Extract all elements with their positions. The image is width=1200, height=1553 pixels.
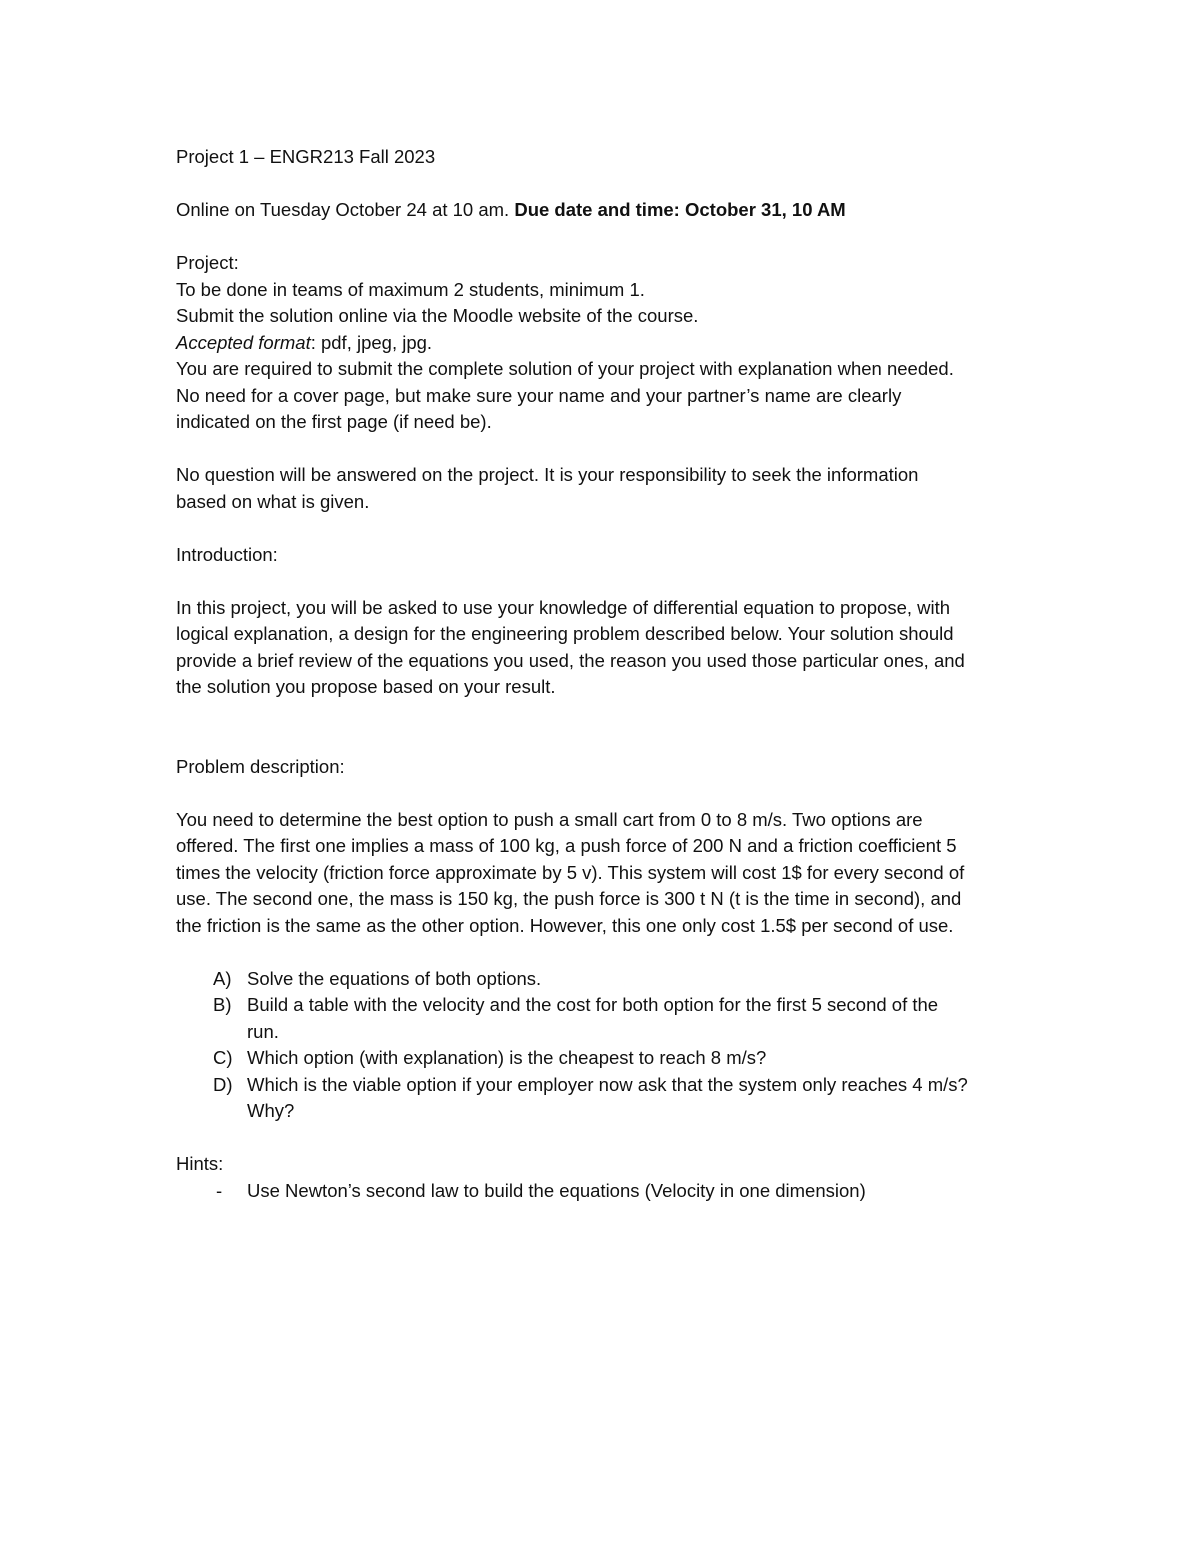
question-text-line-1: Build a table with the velocity and the cost for both option for the first 5 second of the [247,994,939,1015]
project-heading: Project: [176,252,239,273]
notice-line-2: based on what is given. [176,490,370,512]
question-text-line-1: Solve the equations of both options. [247,967,542,989]
schedule-line [176,197,1056,224]
question-marker: D) [213,1073,233,1095]
document-title: Project 1 – ENGR213 Fall 2023 [176,146,436,167]
introduction-line-4: the solution you propose based on your result. [176,676,556,697]
online-date: Online on Tuesday October 24 at 10 am. [176,199,510,220]
introduction-heading: Introduction: [176,543,278,565]
question-marker: A) [213,967,232,989]
introduction-line-2: logical explanation, a design for the engineering problem described below. Your solution should [176,623,954,644]
cover-rule-line-2: indicated on the first page (if need be). [176,411,492,432]
problem-line-3: times the velocity (friction force approximate by 5 v). This system will cost 1$ for every second of [176,861,965,883]
question-text-line-2: run. [247,1020,279,1042]
question-item [176,966,1056,993]
question-text-line-2: Why? [247,1100,295,1121]
due-date: Due date and time: October 31, 10 AM [514,199,846,220]
cover-rule-line-1: No need for a cover page, but make sure your name and your partner’s name are clearly [176,384,902,406]
problem-heading: Problem description: [176,755,345,777]
problem-line-2: offered. The first one implies a mass of 100 kg, a push force of 200 N and a friction coefficient 5 [176,835,957,856]
question-item [176,1072,1056,1125]
question-marker: C) [213,1047,233,1068]
question-marker: B) [213,994,232,1015]
question-list [176,966,1056,1125]
document-body [176,144,1056,1204]
hint-marker: - [216,1179,223,1201]
team-rule: To be done in teams of maximum 2 students, minimum 1. [176,278,645,300]
introduction-line-3: provide a brief review of the equations you used, the reason you used those particular ones, and [176,649,965,671]
question-text-line-1: Which option (with explanation) is the cheapest to reach 8 m/s? [247,1047,767,1068]
question-text-line-1: Which is the viable option if your employer now ask that the system only reaches 4 m/s? [247,1073,968,1095]
introduction-line-1: In this project, you will be asked to use your knowledge of differential equation to propose, with [176,596,951,618]
problem-line-4: use. The second one, the mass is 150 kg, the push force is 300 t N (t is the time in second), and [176,888,962,909]
question-item [176,992,1056,1045]
notice-line-1: No question will be answered on the project. It is your responsibility to seek the information [176,464,919,485]
hint-text: Use Newton’s second law to build the equations (Velocity in one dimension) [247,1179,866,1201]
format-value: : pdf, jpeg, jpg. [310,331,433,353]
hint-list [176,1178,1056,1205]
format-rule [176,330,1056,357]
question-item [176,1045,1056,1072]
submit-rule: Submit the solution online via the Moodle website of the course. [176,305,699,326]
hint-item [176,1178,1056,1205]
format-label: Accepted format [176,331,311,353]
required-rule: You are required to submit the complete solution of your project with explanation when needed. [176,358,954,379]
problem-line-5: the friction is the same as the other option. However, this one only cost 1.5$ per second of use. [176,914,954,936]
hints-heading: Hints: [176,1153,224,1174]
problem-line-1: You need to determine the best option to push a small cart from 0 to 8 m/s. Two options are [176,808,923,830]
